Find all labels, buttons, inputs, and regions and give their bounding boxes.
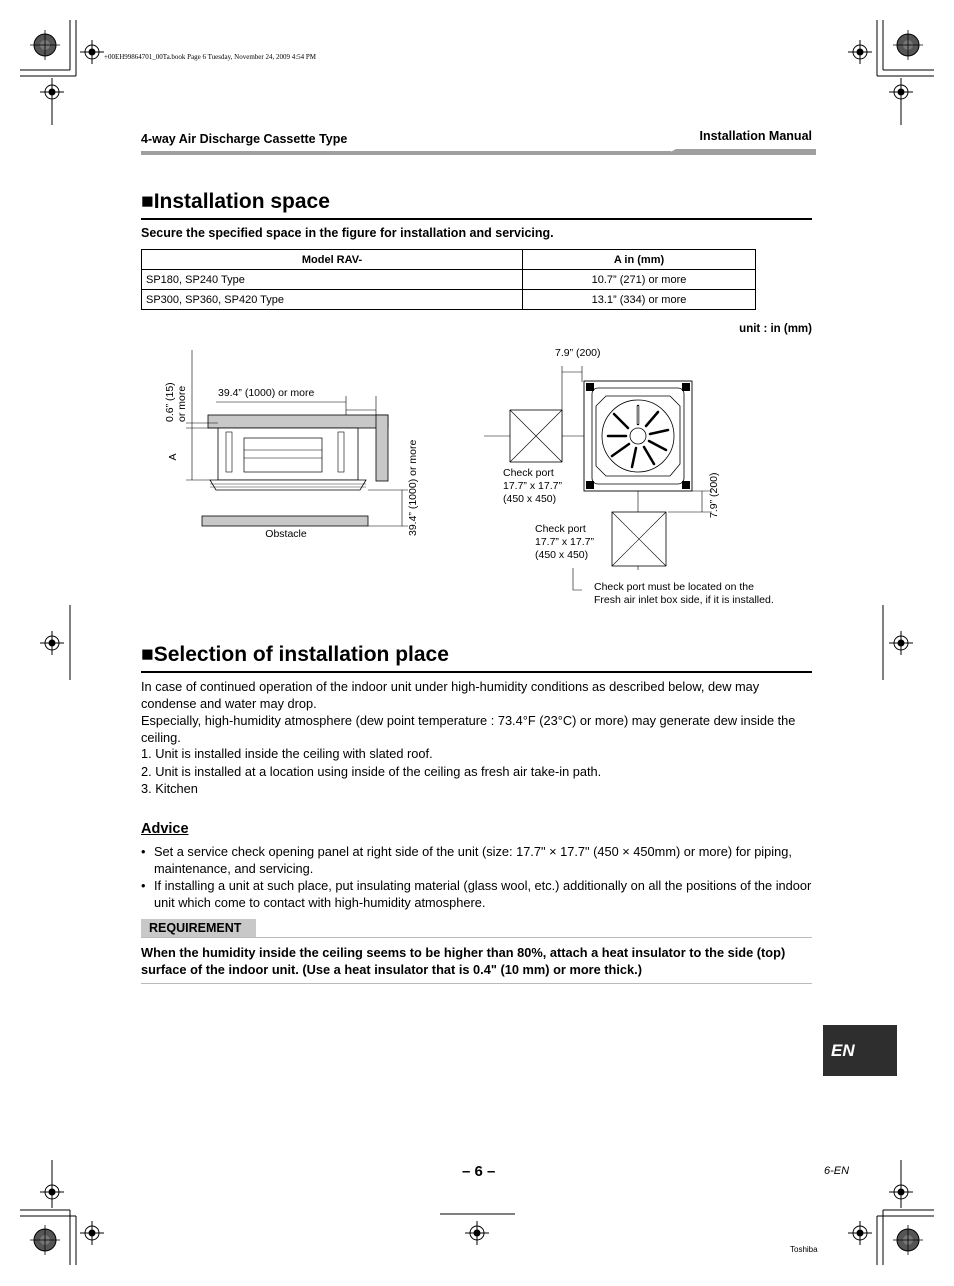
dim-label-top-clearance-sub: or more [176, 385, 188, 422]
check-port-note: Check port must be located on the [594, 581, 754, 593]
bullet-icon: • [141, 878, 146, 893]
bullet-text: If installing a unit at such place, put insulating material (glass wool, etc.) additionally on all the positions of the indoor unit which come to contact with high-humidity atmosphere. [154, 878, 812, 910]
requirement-rule-top [141, 937, 812, 938]
header-bar [141, 149, 816, 155]
dim-label-side-clearance: 7.9” (200) [555, 347, 601, 359]
side-view-diagram [140, 340, 440, 550]
dim-label-bottom-clearance: 39.4” (1000) or more [407, 439, 419, 536]
requirement-text: When the humidity inside the ceiling seems to be higher than 80%, attach a heat insulator to the side (top) surface of the indoor unit. (Use a heat insulator that is 0.4" (10 mm) or more thick.) [141, 945, 786, 977]
table-header: Model RAV- [142, 250, 523, 270]
check-port-label: Check port [503, 467, 554, 479]
section-rule [141, 218, 812, 220]
print-mark: +00EH99864701_00Ta.book Page 6 Tuesday, November 24, 2009 4:54 PM [104, 53, 317, 61]
dim-label-side-clearance-vertical: 7.9” (200) [708, 472, 720, 518]
section-rule [141, 671, 812, 673]
table-row [142, 270, 756, 290]
list-item: 1. Unit is installed inside the ceiling with slated roof. [141, 746, 433, 761]
bullet-item [141, 877, 813, 911]
check-port-note-line2: Fresh air inlet box side, if it is installed. [594, 594, 774, 606]
list-item: 3. Kitchen [141, 781, 198, 796]
table-cell: SP300, SP360, SP420 Type [142, 290, 523, 310]
obstacle-label: Obstacle [265, 528, 307, 540]
list-item: 2. Unit is installed at a location using inside of the ceiling as fresh air take-in path. [141, 764, 602, 779]
section-title-installation-space: ■Installation space [141, 190, 330, 213]
page-number: – 6 – [462, 1163, 496, 1180]
square-bullet-icon: ■ [141, 643, 154, 666]
page-code: 6-EN [824, 1165, 850, 1177]
dim-label-top-clearance: 0.6” (15) [164, 382, 176, 422]
spec-table [141, 249, 756, 310]
advice-heading: Advice [141, 821, 189, 837]
check-port-size: 17.7” x 17.7” [503, 480, 562, 492]
header-right: Installation Manual [699, 129, 812, 143]
table-row [142, 290, 756, 310]
table-cell: SP180, SP240 Type [142, 270, 523, 290]
unit-label: unit : in (mm) [739, 323, 812, 335]
lead-text: Secure the specified space in the figure for installation and servicing. [141, 226, 554, 240]
check-port-label: Check port [535, 523, 586, 535]
table-header: A in (mm) [523, 250, 756, 270]
dim-label-width-clearance: 39.4” (1000) or more [218, 387, 315, 399]
dim-label-a: A [167, 453, 179, 461]
brand-label: Toshiba [790, 1245, 818, 1254]
section-title-selection: ■Selection of installation place [141, 643, 449, 666]
square-bullet-icon: ■ [141, 190, 154, 213]
language-tab: EN [823, 1025, 897, 1076]
check-port-size-mm: (450 x 450) [535, 549, 589, 561]
plan-view-diagram [480, 340, 820, 610]
table-header-row [142, 250, 756, 270]
bullet-text: Set a service check opening panel at right side of the unit (size: 17.7" × 17.7" (450 × 450mm) or more) for piping, maintenance, and servicing. [154, 844, 792, 876]
bullet-item [141, 843, 813, 877]
requirement-badge: REQUIREMENT [141, 919, 256, 937]
check-port-size-mm: (450 x 450) [503, 493, 557, 505]
header-left: 4-way Air Discharge Cassette Type [141, 132, 348, 146]
bullet-icon: • [141, 844, 146, 859]
table-cell: 10.7” (271) or more [523, 270, 756, 290]
table-cell: 13.1” (334) or more [523, 290, 756, 310]
requirement-rule-bottom [141, 983, 812, 984]
paragraph: Especially, high-humidity atmosphere (dew point temperature : 73.4°F (23°C) or more) may generate dew inside the ceiling. [141, 713, 796, 745]
check-port-size: 17.7” x 17.7” [535, 536, 594, 548]
paragraph: In case of continued operation of the indoor unit under high-humidity conditions as described below, dew may condense and water may drop. [141, 679, 760, 711]
